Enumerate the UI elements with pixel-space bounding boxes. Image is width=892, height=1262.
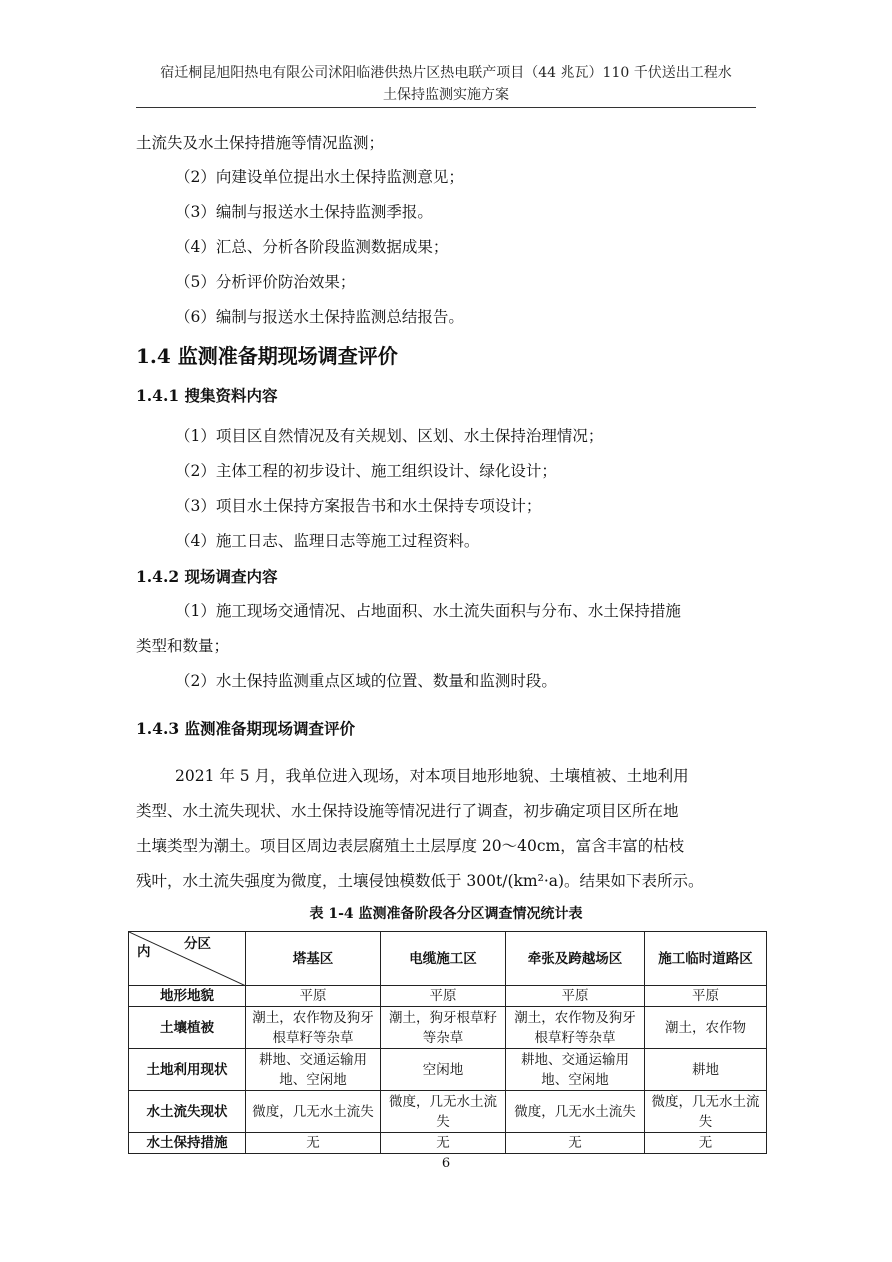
paragraph-line: 土壤类型为潮土。项目区周边表层腐殖土土层厚度 20～40cm，富含丰富的枯枝 (136, 837, 685, 855)
table-cell: 潮土，狗牙根草籽等杂草 (381, 1007, 506, 1049)
list-item: （2）主体工程的初步设计、施工组织设计、绿化设计； (175, 462, 557, 480)
table-cell: 无 (506, 1133, 645, 1154)
table-caption: 表 1-4 监测准备阶段各分区调查情况统计表 (309, 906, 583, 922)
table-cell: 潮土，农作物及狗牙根草籽等杂草 (506, 1007, 645, 1049)
table-cell: 平原 (506, 986, 645, 1007)
table-cell: 无 (246, 1133, 381, 1154)
list-item: （4）汇总、分析各阶段监测数据成果； (175, 238, 449, 256)
paragraph-line: 2021 年 5 月，我单位进入现场，对本项目地形地貌、土壤植被、土地利用 (175, 767, 689, 785)
list-item: （2）水土保持监测重点区域的位置、数量和监测时段。 (175, 672, 557, 690)
table-row (129, 1091, 767, 1133)
row-header: 土壤植被 (129, 1007, 246, 1049)
header-line-2: 土保持监测实施方案 (383, 87, 509, 103)
table-cell: 潮土，农作物 (645, 1007, 767, 1049)
list-item: （4）施工日志、监理日志等施工过程资料。 (175, 532, 480, 550)
table-row (129, 1007, 767, 1049)
subsection-heading-1-4-3: 1.4.3 监测准备期现场调查评价 (136, 719, 356, 738)
table-cell: 耕地、交通运输用地、空闲地 (506, 1049, 645, 1091)
column-header: 塔基区 (246, 932, 381, 986)
survey-table (128, 931, 767, 1154)
table-cell: 微度，几无水土流失 (645, 1091, 767, 1133)
list-item: （2）向建设单位提出水土保持监测意见； (175, 168, 464, 186)
column-header: 电缆施工区 (381, 932, 506, 986)
row-header: 土地利用现状 (129, 1049, 246, 1091)
table-cell: 平原 (381, 986, 506, 1007)
table-cell: 耕地 (645, 1049, 767, 1091)
subsection-heading-1-4-2: 1.4.2 现场调查内容 (136, 567, 278, 586)
list-item: （6）编制与报送水土保持监测总结报告。 (175, 308, 464, 326)
paragraph-line: 残叶，水土流失强度为微度，土壤侵蚀模数低于 300t/(km²·a)。结果如下表所示。 (136, 872, 704, 890)
list-item: （1）项目区自然情况及有关规划、区划、水土保持治理情况； (175, 427, 604, 445)
paragraph-line: 类型、水土流失现状、水土保持设施等情况进行了调查，初步确定项目区所在地 (136, 802, 679, 820)
list-item: （5）分析评价防治效果； (175, 273, 356, 291)
list-item: （3）编制与报送水土保持监测季报。 (175, 203, 433, 221)
table-row (129, 986, 767, 1007)
table-cell: 无 (381, 1133, 506, 1154)
table-cell: 微度，几无水土流失 (381, 1091, 506, 1133)
list-item: （3）项目水土保持方案报告书和水土保持专项设计； (175, 497, 542, 515)
corner-header-cell (129, 932, 246, 986)
table-row (129, 1133, 767, 1154)
table-cell: 微度，几无水土流失 (506, 1091, 645, 1133)
section-heading-1-4: 1.4 监测准备期现场调查评价 (136, 344, 398, 368)
paragraph-continuation: 土流失及水土保持措施等情况监测； (136, 134, 385, 152)
list-item: （1）施工现场交通情况、占地面积、水土流失面积与分布、水土保持措施 (175, 602, 681, 620)
column-header: 施工临时道路区 (645, 932, 767, 986)
corner-label-bottom: 内 (137, 944, 151, 960)
table-cell: 平原 (246, 986, 381, 1007)
row-header: 水土流失现状 (129, 1091, 246, 1133)
table-cell: 耕地、交通运输用地、空闲地 (246, 1049, 381, 1091)
list-item-continuation: 类型和数量； (136, 637, 230, 655)
table-cell: 无 (645, 1133, 767, 1154)
subsection-heading-1-4-1: 1.4.1 搜集资料内容 (136, 386, 278, 405)
row-header: 地形地貌 (129, 986, 246, 1007)
table-cell: 微度，几无水土流失 (246, 1091, 381, 1133)
table-cell: 平原 (645, 986, 767, 1007)
table-cell: 空闲地 (381, 1049, 506, 1091)
table-cell: 潮土，农作物及狗牙根草籽等杂草 (246, 1007, 381, 1049)
corner-label-top: 分区 (184, 936, 211, 952)
table-header-row (129, 932, 767, 986)
page-number: 6 (441, 1156, 451, 1171)
column-header: 牵张及跨越场区 (506, 932, 645, 986)
header-rule (136, 107, 756, 108)
header-line-1: 宿迁桐昆旭阳热电有限公司沭阳临港供热片区热电联产项目（44 兆瓦）110 千伏送出工程水 (160, 65, 732, 81)
page-header (136, 62, 756, 106)
table-row (129, 1049, 767, 1091)
row-header: 水土保持措施 (129, 1133, 246, 1154)
